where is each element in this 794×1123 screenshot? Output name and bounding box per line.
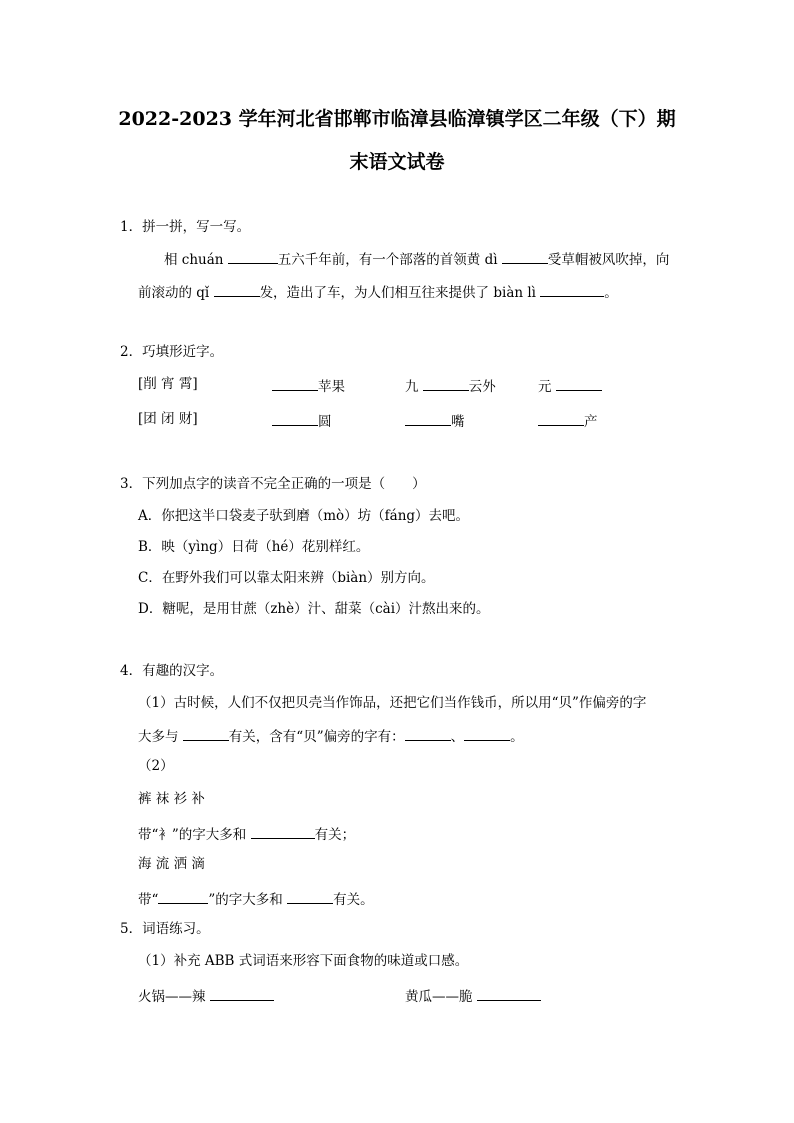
q5-sub1-instruction: （1）补充 ABB 式词语来形容下面食物的味道或口感。 (138, 953, 469, 969)
q4-text: 有关。 (333, 892, 374, 908)
q4-text: ”的字大多和 (208, 892, 283, 908)
q3-option-b[interactable]: B．映（yìng）日荷（hé）花别样红。 (138, 539, 370, 555)
q2-word: 产 (584, 414, 598, 430)
q3-option-a[interactable]: A．你把这半口袋麦子驮到磨（mò）坊（fáng）去吧。 (138, 508, 470, 524)
q2-row1-item2 (405, 378, 496, 395)
q4-blank-4[interactable] (251, 826, 315, 839)
q4-blank-5[interactable] (158, 891, 208, 904)
q4-blank-2[interactable] (405, 728, 451, 741)
q1-text-e: 发，造出了车，为人们相互往来提供了 biàn lì (259, 285, 536, 301)
q5-blank-2[interactable] (477, 988, 541, 1001)
q5-item-1 (138, 988, 274, 1005)
q4-part2-label: （2） (138, 758, 174, 774)
q4-part1-line2 (138, 728, 524, 745)
q2-row2-item1 (272, 413, 332, 430)
q4-text: 大多与 (138, 729, 179, 745)
q1-text-b: 五六千年前，有一个部落的首领黄 dì (277, 252, 498, 268)
q4-separator: 、 (450, 729, 465, 745)
q1-text-f: 。 (604, 285, 618, 301)
q4-chars-group-1: 裤 袜 衫 补 (138, 791, 205, 807)
q4-blank-6[interactable] (287, 891, 333, 904)
q1-text-c: 受草帽被风吹掉，向 (547, 252, 670, 268)
q2-blank-2[interactable] (423, 378, 469, 391)
q4-chars-group-2: 海 流 洒 滴 (138, 856, 205, 872)
q4-text: 带“衤”的字大多和 (138, 827, 247, 843)
q2-blank-4[interactable] (272, 413, 318, 426)
q2-group-2: [团 闭 财] (138, 411, 198, 427)
q2-group-1: [削 宵 霄] (138, 376, 198, 392)
q1-paragraph-line-1 (164, 251, 669, 268)
q5-item-2 (405, 988, 541, 1005)
q5-blank-1[interactable] (210, 988, 274, 1001)
q2-word: 圆 (318, 414, 332, 430)
q3-option-d[interactable]: D．糖呢，是用甘蔗（zhè）汁、甜菜（cài）汁熬出来的。 (138, 601, 490, 617)
q1-text-a: 相 chuán (164, 252, 224, 268)
q4-text: 。 (510, 729, 524, 745)
q1-blank-1[interactable] (228, 251, 278, 264)
q2-blank-6[interactable] (538, 413, 584, 426)
q1-blank-4[interactable] (540, 284, 604, 297)
exam-title-line-2: 末语文试卷 (349, 151, 445, 173)
q4-radical-line-2 (138, 891, 374, 908)
q2-word: 嘴 (451, 414, 465, 430)
q2-blank-1[interactable] (272, 378, 318, 391)
q3-option-c[interactable]: C．在野外我们可以靠太阳来辨（biàn）别方向。 (138, 570, 435, 586)
q4-text: 带“ (138, 892, 159, 908)
q2-row1-item1 (272, 378, 345, 395)
q2-row2-item3 (538, 413, 598, 430)
q2-blank-5[interactable] (405, 413, 451, 426)
q1-text-d: 前滚动的 qǐ (138, 285, 210, 301)
q2-blank-3[interactable] (556, 378, 602, 391)
q4-text: 有关，含有“贝”偏旁的字有： (228, 729, 405, 745)
q4-radical-line-1 (138, 826, 355, 843)
q2-word-prefix: 九 (405, 379, 419, 395)
q4-heading: 4．有趣的汉字。 (120, 663, 224, 679)
q5-heading: 5．词语练习。 (120, 921, 210, 937)
q2-word: 云外 (468, 379, 496, 395)
q2-row2-item2 (405, 413, 465, 430)
q4-part1-line1: （1）古时候，人们不仅把贝壳当作饰品，还把它们当作钱币，所以用“贝”作偏旁的字 (138, 695, 647, 711)
q2-word: 苹果 (318, 379, 345, 395)
q4-blank-1[interactable] (183, 728, 229, 741)
q4-blank-3[interactable] (464, 728, 510, 741)
q5-word: 黄瓜——脆 (405, 989, 473, 1005)
q1-heading: 1．拼一拼，写一写。 (120, 219, 251, 235)
q4-text: 有关； (314, 827, 356, 843)
q5-word: 火锅——辣 (138, 989, 206, 1005)
q2-heading: 2．巧填形近字。 (120, 344, 224, 360)
exam-title-line-1: 2022-2023 学年河北省邯郸市临漳县临漳镇学区二年级（下）期 (118, 108, 676, 130)
q2-word-prefix: 元 (538, 379, 552, 395)
q2-row1-item3 (538, 378, 602, 395)
q1-blank-3[interactable] (214, 284, 260, 297)
q1-paragraph-line-2 (138, 284, 618, 301)
q1-blank-2[interactable] (502, 251, 548, 264)
q3-heading: 3．下列加点字的读音不完全正确的一项是（ ） (120, 476, 426, 492)
